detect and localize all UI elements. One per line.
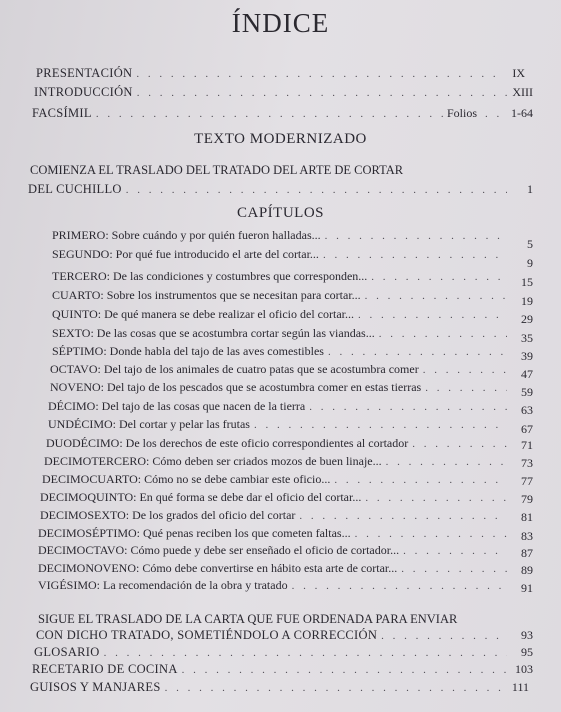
dot-leader xyxy=(423,364,507,376)
dot-leader xyxy=(104,647,507,659)
dot-leader xyxy=(325,230,507,242)
folios-label: Folios xyxy=(446,106,477,120)
chapter-entry xyxy=(52,288,533,308)
toc-entry-label: GUISOS Y MANJARES xyxy=(30,680,161,694)
chapter-page: 59 xyxy=(521,385,533,399)
chapter-label: DECIMOSÉPTIMO: Qué penas reciben los que cometen faltas... xyxy=(38,526,351,540)
section-heading-capitulos: CAPÍTULOS xyxy=(236,205,324,221)
chapter-label: SÉPTIMO: Donde habla del tajo de las aves comestibles xyxy=(52,344,324,358)
chapter-page: 39 xyxy=(521,349,533,363)
page-title: ÍNDICE xyxy=(231,8,330,38)
chapter-label: QUINTO: De qué manera se debe realizar el oficio del cortar... xyxy=(52,307,354,321)
dot-leader xyxy=(292,580,507,592)
chapter-entry xyxy=(38,543,533,558)
dot-leader xyxy=(96,108,443,120)
chapter-label: CUARTO: Sobre los instrumentos que se necesitan para cortar... xyxy=(52,288,361,302)
dot-leader xyxy=(412,438,507,450)
dot-leader xyxy=(309,401,507,413)
chapter-label: DECIMONOVENO: Cómo debe convertirse en hábito esta arte de cortar... xyxy=(38,561,398,575)
dot-leader xyxy=(485,108,507,120)
chapter-entry xyxy=(50,362,533,381)
dot-leader xyxy=(328,346,507,358)
chapter-entry xyxy=(52,326,533,345)
chapter-page: 87 xyxy=(521,546,533,560)
dot-leader xyxy=(425,382,507,394)
chapter-entry xyxy=(46,436,533,451)
chapter-label: UNDÉCIMO: Del cortar y pelar las frutas xyxy=(48,417,250,431)
section-heading-texto: TEXTO MODERNIZADO xyxy=(194,131,367,147)
chapter-page: 9 xyxy=(527,256,533,270)
toc-entry-page: 111 xyxy=(511,680,529,694)
chapter-entry xyxy=(52,269,533,289)
toc-entry-label: GLOSARIO xyxy=(34,645,100,659)
toc-entry-label: INTRODUCCIÓN xyxy=(34,85,133,99)
toc-entry-label: CON DICHO TRATADO, SOMETIÉNDOLO A CORRECCIÓN xyxy=(36,628,378,642)
chapter-label: SEGUNDO: Por qué fue introducido el arte del cortar... xyxy=(52,247,319,261)
chapter-entry xyxy=(44,454,533,469)
chapter-entry xyxy=(40,490,533,505)
chapter-entry xyxy=(40,508,533,523)
toc-entry-recetario xyxy=(32,662,533,677)
chapter-label: DUODÉCIMO: De los derechos de este oficio correspondientes al cortador xyxy=(46,436,409,450)
chapter-page: 81 xyxy=(521,510,533,524)
chapter-page: 63 xyxy=(521,403,533,417)
chapter-page: 79 xyxy=(521,492,533,506)
dot-leader xyxy=(386,456,507,468)
toc-entry-comienza xyxy=(28,182,533,197)
chapter-page: 35 xyxy=(521,331,533,345)
chapter-label: DECIMOSEXTO: De los grados del oficio del cortar xyxy=(40,508,296,522)
toc-entry-introduccion xyxy=(34,85,533,100)
dot-leader xyxy=(379,328,507,340)
toc-entry-page: 1-64 xyxy=(511,106,533,120)
chapter-entry xyxy=(52,228,533,251)
dot-leader xyxy=(371,271,507,283)
chapter-label: DECIMOCUARTO: Cómo no se debe cambiar este oficio... xyxy=(42,472,331,486)
dot-leader xyxy=(165,682,503,694)
toc-entry-label: FACSÍMIL xyxy=(32,106,92,120)
dot-leader xyxy=(358,309,507,321)
chapter-page: 19 xyxy=(521,294,533,308)
toc-entry-guisos xyxy=(30,680,529,695)
chapter-page: 29 xyxy=(521,312,533,326)
chapter-label: TERCERO: De las condiciones y costumbres que corresponden... xyxy=(52,269,368,283)
toc-entry-label: PRESENTACIÓN xyxy=(36,66,133,80)
chapter-page: 71 xyxy=(521,438,533,452)
chapter-entry xyxy=(52,344,533,363)
dot-leader xyxy=(381,630,507,642)
sigue-line-1: SIGUE EL TRASLADO DE LA CARTA QUE FUE ORDENADA PARA ENVIAR xyxy=(38,612,458,626)
toc-entry-glosario xyxy=(34,645,533,660)
dot-leader xyxy=(365,492,507,504)
dot-leader xyxy=(323,249,507,261)
chapter-page: 89 xyxy=(521,563,533,577)
toc-entry-facsimil xyxy=(32,106,533,121)
dot-leader xyxy=(254,419,507,431)
chapter-label: DÉCIMO: Del tajo de las cosas que nacen de la tierra xyxy=(48,399,306,413)
dot-leader xyxy=(365,290,507,302)
chapter-page: 91 xyxy=(521,581,533,595)
comienza-line-1: COMIENZA EL TRASLADO DEL TRATADO DEL ARTE DE CORTAR xyxy=(30,163,404,177)
chapter-entry xyxy=(38,526,533,541)
chapter-page: 47 xyxy=(521,367,533,381)
toc-entry-page: 95 xyxy=(521,645,533,659)
chapter-entry xyxy=(50,380,533,399)
dot-leader xyxy=(403,545,507,557)
toc-entry-page: 103 xyxy=(515,662,533,676)
chapter-label: DECIMOQUINTO: En qué forma se debe dar el oficio del cortar... xyxy=(40,490,362,504)
toc-entry-page: IX xyxy=(512,66,525,80)
chapter-page: 73 xyxy=(521,456,533,470)
toc-entry-presentacion xyxy=(36,66,525,81)
chapter-label: PRIMERO: Sobre cuándo y por quién fueron halladas... xyxy=(52,228,321,242)
chapter-label: DECIMOTERCERO: Cómo deben ser criados mozos de buen linaje... xyxy=(44,454,382,468)
chapter-page: 5 xyxy=(527,237,533,251)
chapter-entry xyxy=(52,247,533,270)
chapter-label: VIGÉSIMO: La recomendación de la obra y tratado xyxy=(38,578,288,592)
chapter-page: 77 xyxy=(521,474,533,488)
chapter-label: DECIMOCTAVO: Cómo puede y debe ser enseñado el oficio de cortador... xyxy=(38,543,400,557)
dot-leader xyxy=(299,510,507,522)
chapter-entry xyxy=(42,472,533,487)
chapter-entry xyxy=(38,561,533,576)
toc-entry-page: 1 xyxy=(527,182,533,196)
dot-leader xyxy=(334,474,507,486)
chapter-label: SEXTO: De las cosas que se acostumbra cortar según las viandas... xyxy=(52,326,375,340)
dot-leader xyxy=(182,664,507,676)
toc-entry-label: RECETARIO DE COCINA xyxy=(32,662,178,676)
chapter-entry xyxy=(38,578,533,593)
chapter-page: 15 xyxy=(521,275,533,289)
dot-leader xyxy=(126,184,507,196)
chapter-page: 83 xyxy=(521,529,533,543)
toc-entry-page: XIII xyxy=(512,85,533,99)
dot-leader xyxy=(137,87,507,99)
chapter-page: 67 xyxy=(521,422,533,436)
chapter-entry xyxy=(48,417,533,436)
dot-leader xyxy=(136,68,499,80)
dot-leader xyxy=(355,528,507,540)
toc-entry-label: DEL CUCHILLO xyxy=(28,182,122,196)
chapter-entry xyxy=(48,399,533,417)
toc-entry-page: 93 xyxy=(521,628,533,642)
dot-leader xyxy=(401,563,507,575)
chapter-label: OCTAVO: Del tajo de los animales de cuatro patas que se acostumbra comer xyxy=(50,362,419,376)
toc-entry-sigue xyxy=(36,628,533,643)
chapter-label: NOVENO: Del tajo de los pescados que se acostumbra comer en estas tierras xyxy=(50,380,422,394)
chapter-entry xyxy=(52,307,533,326)
